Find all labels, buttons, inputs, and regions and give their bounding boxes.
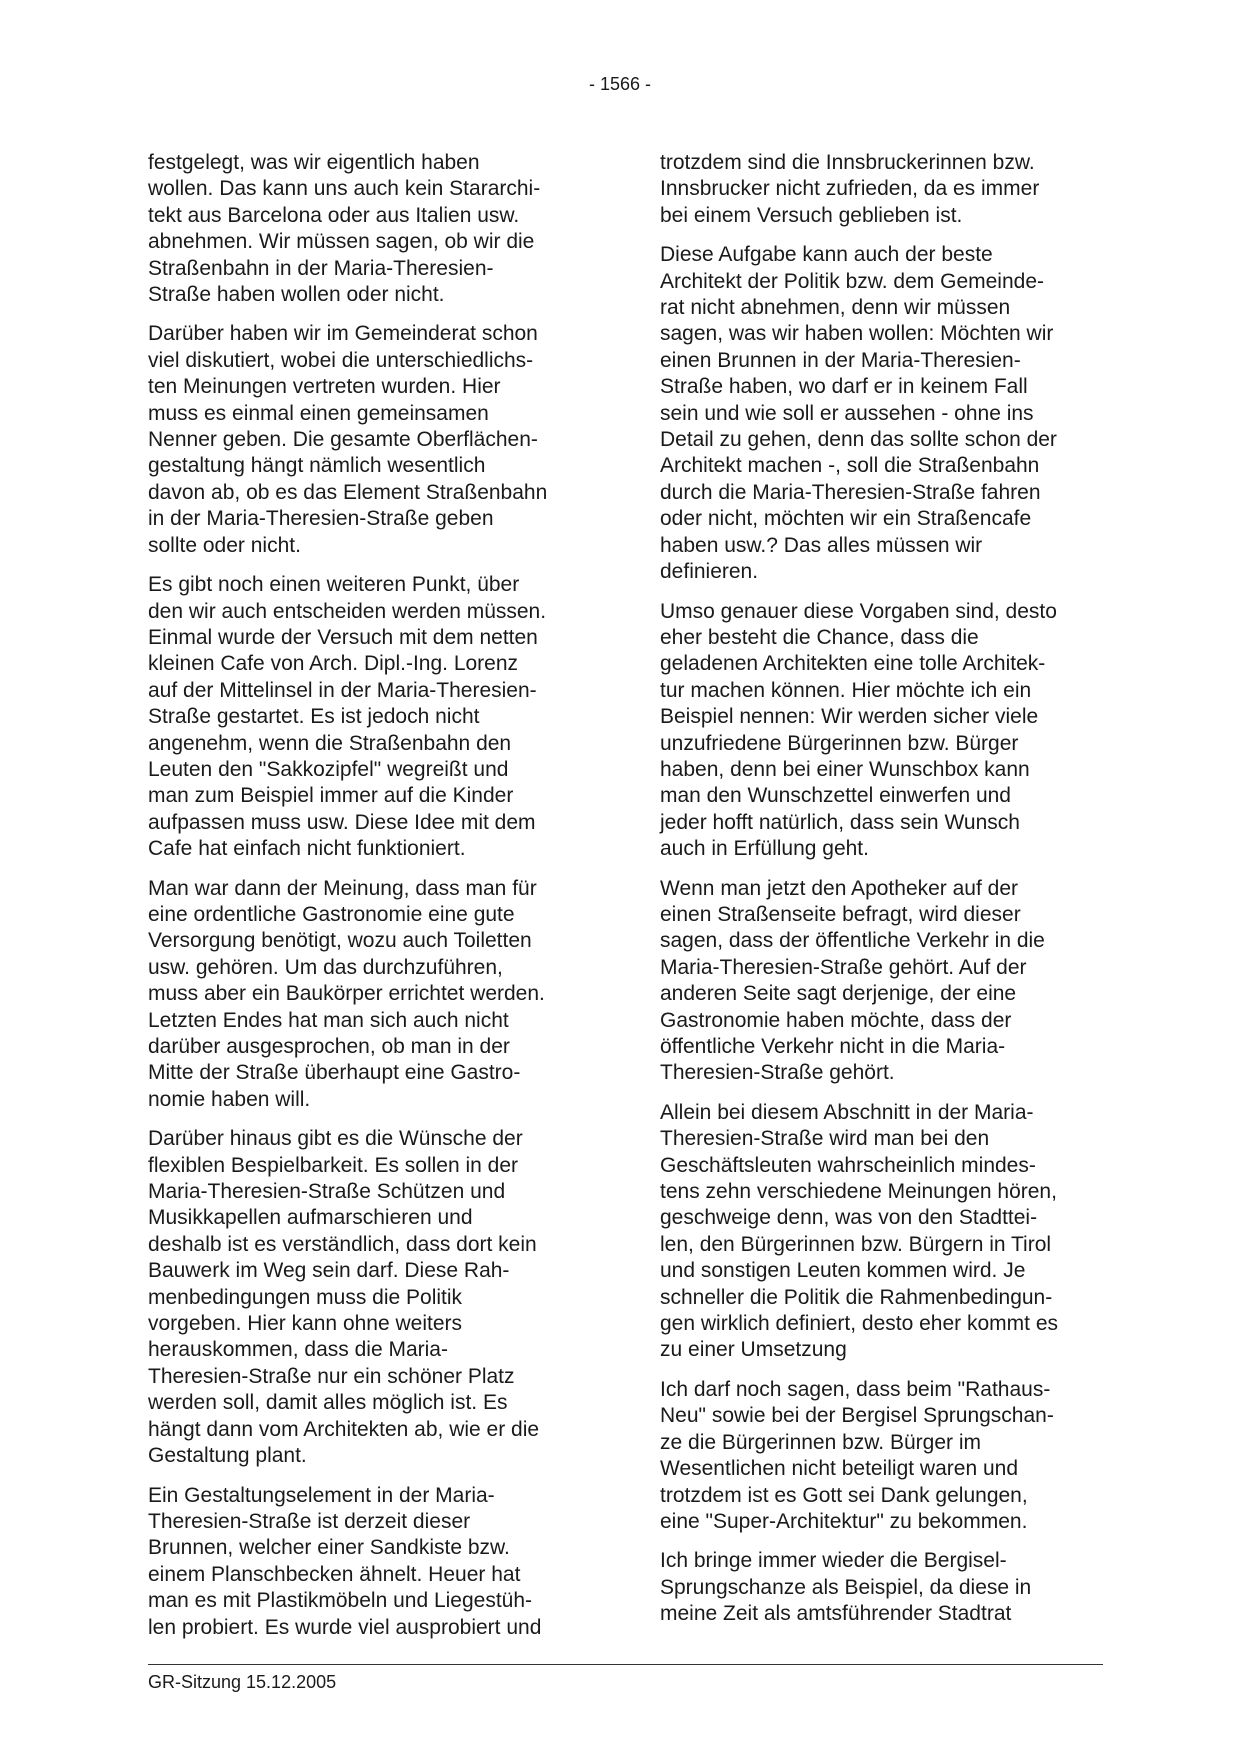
paragraph: Ein Gestaltungselement in der Maria- Theresien-Straße ist derzeit dieser Brunnen, welcher einer Sandkiste bzw. einem Planschbecken ähnelt. Heuer hat man es mit Plastikmöbeln und Liegestüh- len probiert. Es wurde viel ausprobiert und (148, 1483, 542, 1639)
paragraph: Umso genauer diese Vorgaben sind, desto eher besteht die Chance, dass die geladenen Architekten eine tolle Architek- tur machen können. Hier möchte ich ein Beispiel nennen: Wir werden sicher viele unzufriedene Bürgerinnen bzw. Bürger haben, denn bei einer Wunschbox kann man den Wunschzettel einwerfen und jeder hofft natürlich, dass sein Wunsch auch in Erfüllung geht. (660, 599, 1057, 861)
right-text-column (660, 150, 1110, 1641)
page-number: - 1566 - (588, 74, 652, 94)
paragraph: Es gibt noch einen weiteren Punkt, über den wir auch entscheiden werden müssen. Einmal wurde der Versuch mit dem netten kleinen Cafe von Arch. Dipl.-Ing. Lorenz auf der Mittelinsel in der Maria-Theresien- Straße gestartet. Es ist jedoch nicht angenehm, wenn die Straßenbahn den Leuten den "Sakkozipfel" wegreißt und man zum Beispiel immer auf die Kinder aufpassen muss usw. Diese Idee mit dem Cafe hat einfach nicht funktioniert. (148, 573, 547, 861)
paragraph: Diese Aufgabe kann auch der beste Architekt der Politik bzw. dem Gemeinde- rat nicht abnehmen, denn wir müssen sagen, was wir haben wollen: Möchten wir einen Brunnen in der Maria-Theresien- Straße haben, wo darf er in keinem Fall sein und wie soll er aussehen - ohne ins Detail zu gehen, denn das sollte schon der Architekt machen -, soll die Straßenbahn durch die Maria-Theresien-Straße fahren oder nicht, möchten wir ein Straßencafe haben usw.? Das alles müssen wir definieren. (660, 243, 1057, 584)
paragraph: Ich bringe immer wieder die Bergisel- Sprungschanze als Beispiel, da diese in meine Zeit als amtsführender Stadtrat (660, 1549, 1032, 1626)
footer-divider (148, 1664, 1103, 1665)
paragraph: Darüber hinaus gibt es die Wünsche der flexiblen Bespielbarkeit. Es sollen in der Maria-Theresien-Straße Schützen und Musikkapellen aufmarschieren und deshalb ist es verständlich, dass dort kein Bauwerk im Weg sein darf. Diese Rah- menbedingungen muss die Politik vorgeben. Hier kann ohne weiters herauskommen, dass die Maria- Theresien-Straße nur ein schöner Platz werden soll, damit alles möglich ist. Es hängt dann vom Architekten ab, wie er die Gestaltung plant. (148, 1127, 540, 1468)
paragraph: festgelegt, was wir eigentlich haben wollen. Das kann uns auch kein Stararchi- tekt aus Barcelona oder aus Italien usw. abnehmen. Wir müssen sagen, ob wir die Straßenbahn in der Maria-Theresien- Straße haben wollen oder nicht. (148, 151, 541, 307)
paragraph: Wenn man jetzt den Apotheker auf der einen Straßenseite befragt, wird dieser sagen, dass der öffentliche Verkehr in die Maria-Theresien-Straße gehört. Auf der anderen Seite sagt derjenige, der eine Gastronomie haben möchte, dass der öffentliche Verkehr nicht in die Maria- Theresien-Straße gehört. (660, 876, 1045, 1085)
left-text-column (148, 150, 598, 1654)
footer-session-label: GR-Sitzung 15.12.2005 (148, 1672, 337, 1692)
paragraph: trotzdem sind die Innsbruckerinnen bzw. Innsbrucker nicht zufrieden, da es immer bei einem Versuch geblieben ist. (660, 151, 1040, 227)
paragraph: Man war dann der Meinung, dass man für eine ordentliche Gastronomie eine gute Versorgung benötigt, wozu auch Toiletten usw. gehören. Um das durchzuführen, muss aber ein Baukörper errichtet werden. Letzten Endes hat man sich auch nicht darüber ausgesprochen, ob man in der Mitte der Straße überhaupt eine Gastro- nomie haben will. (148, 876, 545, 1111)
paragraph: Darüber haben wir im Gemeinderat schon viel diskutiert, wobei die unterschiedlichs- ten Meinungen vertreten wurden. Hier muss es einmal einen gemeinsamen Nenner geben. Die gesamte Oberflächen- gestaltung hängt nämlich wesentlich davon ab, ob es das Element Straßenbahn in der Maria-Theresien-Straße geben sollte oder nicht. (148, 322, 548, 557)
paragraph: Allein bei diesem Abschnitt in der Maria- Theresien-Straße wird man bei den Geschäftsleuten wahrscheinlich mindes- tens zehn verschiedene Meinungen hören, geschweige denn, was von den Stadttei- len, den Bürgerinnen bzw. Bürgern in Tirol und sonstigen Leuten kommen wird. Je schneller die Politik die Rahmenbedingun- gen wirklich definiert, desto eher kommt es zu einer Umsetzung (660, 1100, 1059, 1362)
paragraph: Ich darf noch sagen, dass beim "Rathaus- Neu" sowie bei der Bergisel Sprungschan- ze die Bürgerinnen bzw. Bürger im Wesentlichen nicht beteiligt waren und trotzdem ist es Gott sei Dank gelungen, eine "Super-Architektur" zu bekommen. (660, 1377, 1054, 1533)
